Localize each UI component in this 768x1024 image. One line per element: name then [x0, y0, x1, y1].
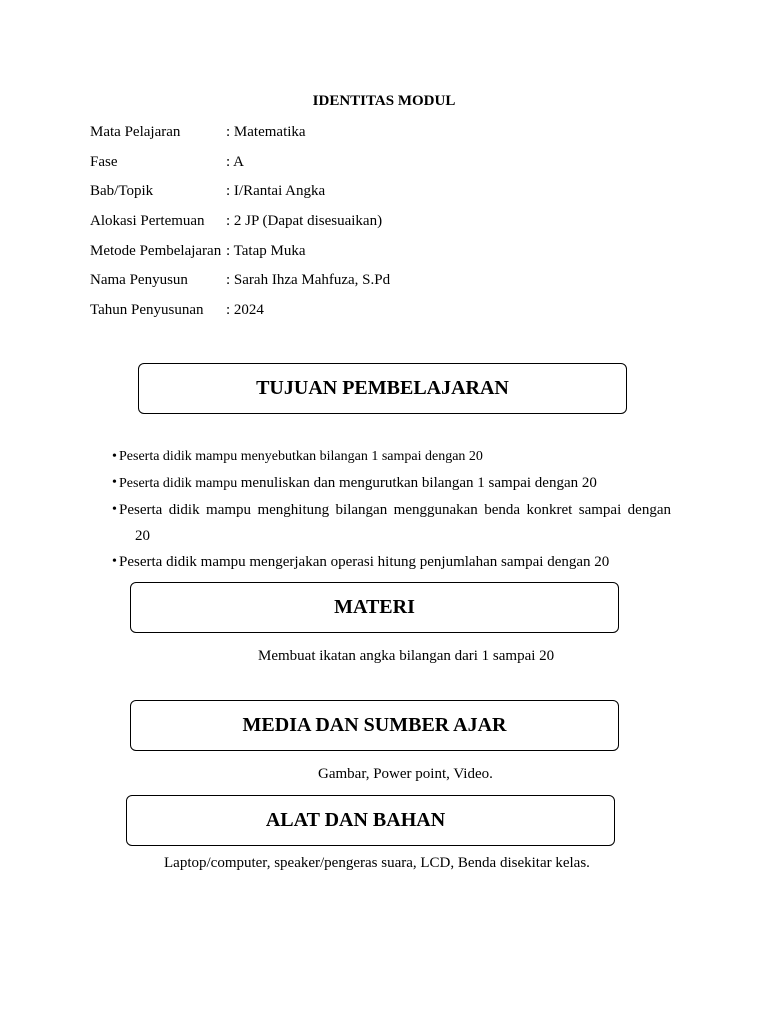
list-item-text: Peserta didik mampu mengerjakan operasi hitung penjumlahan sampai dengan 20: [119, 554, 610, 570]
list-item-text: Peserta didik mampu menyebutkan bilangan 1 sampai dengan 20: [119, 449, 483, 464]
identity-label: Metode Pembelajaran: [90, 243, 222, 259]
identity-value: : Sarah Ihza Mahfuza, S.Pd: [226, 272, 391, 288]
list-item-text: [119, 474, 597, 493]
tujuan-heading: TUJUAN PEMBELAJARAN: [256, 377, 509, 399]
identity-value: : Matematika: [226, 124, 306, 140]
identity-label: Nama Penyusun: [90, 272, 188, 288]
identity-label: Bab/Topik: [90, 183, 154, 199]
identity-label: Alokasi Pertemuan: [90, 213, 205, 229]
bullet-icon: •: [112, 502, 117, 517]
identity-label: Fase: [90, 154, 118, 170]
list-item-continuation: 20: [135, 528, 150, 544]
bullet-icon: •: [112, 554, 117, 569]
module-identity-title: IDENTITAS MODUL: [312, 93, 456, 109]
identity-label: Tahun Penyusunan: [90, 302, 204, 318]
identity-value: : Tatap Muka: [226, 243, 306, 259]
media-heading-box: [130, 700, 619, 751]
list-item-text: menuliskan dan mengurutkan bilangan 1 sampai dengan 20: [240, 475, 597, 491]
bullet-icon: •: [112, 449, 117, 464]
identity-value: : I/Rantai Angka: [226, 183, 326, 199]
bullet-icon: •: [112, 475, 117, 490]
list-item-text: Peserta didik mampu menghitung bilangan menggunakan benda konkret sampai dengan: [119, 502, 671, 518]
materi-heading: MATERI: [334, 596, 415, 618]
identity-value: : A: [226, 154, 244, 170]
materi-text: Membuat ikatan angka bilangan dari 1 sampai 20: [258, 648, 555, 664]
list-item-text: Peserta didik mampu: [119, 476, 241, 491]
alat-text: Laptop/computer, speaker/pengeras suara, LCD, Benda disekitar kelas.: [164, 855, 590, 871]
materi-heading-box: [130, 582, 619, 633]
media-heading: MEDIA DAN SUMBER AJAR: [242, 714, 507, 736]
identity-label: Mata Pelajaran: [90, 124, 181, 140]
alat-heading-box: [126, 795, 615, 846]
identity-value: : 2 JP (Dapat disesuaikan): [226, 213, 383, 229]
alat-heading: ALAT DAN BAHAN: [265, 809, 446, 831]
tujuan-heading-box: [138, 363, 627, 414]
identity-value: : 2024: [226, 302, 264, 318]
media-text: Gambar, Power point, Video.: [318, 766, 493, 782]
